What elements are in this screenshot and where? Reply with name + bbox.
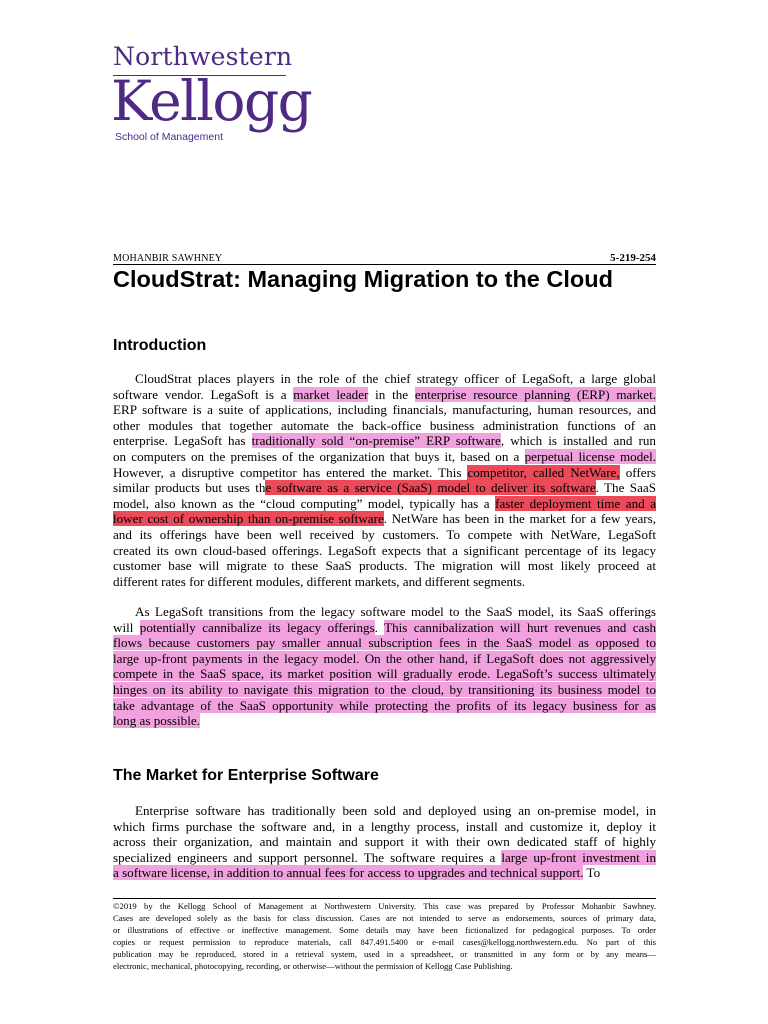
case-author: MOHANBIR SAWHNEY <box>113 253 223 264</box>
text-segment: . NetWare has been in the market for a few years, <box>383 511 656 527</box>
footnote-line: copies or request permission to reproduce materials, call 847.491.5400 or e-mail cases@kellogg.northwestern.edu. No part of this <box>113 937 656 947</box>
text-line <box>113 496 656 512</box>
text-line <box>113 604 656 620</box>
northwestern-wordmark: Northwestern <box>113 42 293 71</box>
text-line <box>113 620 656 636</box>
footnote-rule <box>113 898 656 899</box>
school-of-management-tagline: School of Management <box>115 131 223 143</box>
text-segment: Enterprise software has traditionally been sold and deployed using an on-premise model, in <box>135 803 656 818</box>
text-segment: . <box>374 619 385 635</box>
text-line <box>113 651 656 667</box>
highlight-pink: This cannibalization will hurt revenues and cash <box>384 619 656 635</box>
text-line <box>113 865 656 881</box>
text-segment: customer base will migrate to these SaaS products. The migration will most likely proceed at <box>113 558 656 574</box>
text-segment: and its offerings have been well received by customers. To compete with NetWare, LegaSoft <box>113 526 656 542</box>
text-segment: similar products but uses th <box>113 480 266 496</box>
header-rule <box>113 264 656 265</box>
intro-paragraph-2 <box>113 604 656 729</box>
highlight-red: faster deployment time and a <box>495 495 656 511</box>
text-line <box>113 635 656 651</box>
text-segment: . The SaaS <box>595 480 656 496</box>
text-segment: in the <box>368 386 415 402</box>
text-segment: created its own cloud-based offerings. LegaSoft expects that a significant percentage of its legacy <box>113 542 656 558</box>
highlight-pink: enterprise resource planning (ERP) market. <box>414 386 656 402</box>
text-segment: offers <box>619 464 656 480</box>
text-line <box>113 480 656 496</box>
footnote-line: electronic, mechanical, photocopying, recording, or otherwise—without the permission of Kellogg Case Publishing. <box>113 961 513 971</box>
highlight-pink: traditionally sold “on-premise” ERP software <box>251 433 501 449</box>
text-line <box>113 834 656 850</box>
highlight-pink: large up-front investment in <box>501 849 656 865</box>
highlight-pink: potentially cannibalize its legacy offerings <box>139 619 375 635</box>
text-line <box>113 850 656 866</box>
text-line <box>113 698 656 714</box>
text-segment: other modules that together automate the back-office business administration functions of an <box>113 417 656 433</box>
text-segment: enterprise. LegaSoft has <box>113 433 252 449</box>
text-segment: will <box>113 619 140 635</box>
highlight-pink: hinges on its ability to navigate this migration to the cloud, by transitioning its business model to <box>113 681 656 697</box>
text-segment: different rates for different modules, different markets, and different segments. <box>113 573 526 589</box>
text-line <box>113 819 656 835</box>
case-title: CloudStrat: Managing Migration to the Cloud <box>113 266 613 292</box>
highlight-pink: compete in the SaaS space, its market position will gradually erode. LegaSoft’s success ultimately <box>113 666 656 682</box>
highlight-red: competitor, called NetWare, <box>467 464 620 480</box>
text-segment: , which is installed and run <box>500 433 656 449</box>
highlight-pink: market leader <box>293 386 369 402</box>
text-line <box>113 713 656 729</box>
highlight-pink: a software license, in addition to annual fees for access to upgrades and technical support. <box>113 865 584 881</box>
section-heading-introduction: Introduction <box>113 337 207 354</box>
footnote-line: Cases are developed solely as the basis for class discussion. Cases are not intended to serve as endorsements, sources of primary data, <box>113 913 656 923</box>
highlight-pink: take advantage of the SaaS opportunity while protecting the profits of its legacy business for as <box>113 697 656 713</box>
text-segment: across their organization, and maintain and support it with their own dedicated staff of highly <box>113 834 656 850</box>
highlight-pink: large up-front payments in the legacy model. <box>113 650 365 666</box>
market-paragraph-1 <box>113 803 656 881</box>
highlight-pink: flows because customers pay smaller annual subscription fees in the SaaS model as opposed to <box>113 635 656 651</box>
text-line <box>113 803 656 819</box>
text-line <box>113 387 656 403</box>
text-segment: software vendor. LegaSoft is a <box>113 386 294 402</box>
text-line <box>113 465 656 481</box>
section-heading-market: The Market for Enterprise Software <box>113 767 379 784</box>
case-number: 5-219-254 <box>610 252 656 264</box>
text-segment: CloudStrat places players in the role of the chief strategy officer of LegaSoft, a large global <box>135 371 656 386</box>
highlight-red: e software as a service (SaaS) model to deliver its software <box>265 480 596 496</box>
text-line <box>113 666 656 682</box>
text-line <box>113 433 656 449</box>
highlight-pink: perpetual license model. <box>524 448 656 464</box>
text-line <box>113 682 656 698</box>
text-segment: ERP software is a suite of applications, including financials, manufacturing, human resources, and <box>113 402 656 418</box>
copyright-footnote <box>113 900 656 972</box>
kellogg-wordmark: Kellogg <box>111 69 312 133</box>
text-line <box>113 558 656 574</box>
footnote-line: ©2019 by the Kellogg School of Management at Northwestern University. This case was prepared by Professor Mohanbir Sawhney. <box>113 901 656 911</box>
footnote-line: publication may be reproduced, stored in a retrieval system, used in a spreadsheet, or transmitted in any form or by any means— <box>113 949 656 959</box>
text-segment: on computers on the premises of the organization that buys it, based on a <box>113 448 525 464</box>
highlight-pink: long as possible. <box>113 713 200 729</box>
text-line <box>113 574 656 590</box>
highlight-red: lower cost of ownership than on-premise software <box>113 511 384 527</box>
text-line <box>113 449 656 465</box>
text-segment: which firms purchase the software and, in a lengthy process, install and customize it, deploy it <box>113 818 656 834</box>
text-line <box>113 543 656 559</box>
text-segment: To <box>583 865 601 881</box>
highlight-pink: On the other hand, if LegaSoft does not aggressively <box>364 650 656 666</box>
text-segment: However, a disruptive competitor has entered the market. This <box>113 464 468 480</box>
text-line <box>113 402 656 418</box>
text-line <box>113 371 656 387</box>
footnote-line: or illustrations of effective or ineffective management. Some details may have been fictionalized for pedagogical purposes. To order <box>113 925 656 935</box>
text-segment: specialized engineers and support personnel. The software requires a <box>113 849 502 865</box>
text-segment: model, also known as the “cloud computing” model, typically has a <box>113 495 496 511</box>
text-line <box>113 418 656 434</box>
text-line <box>113 511 656 527</box>
intro-paragraph-1 <box>113 371 656 589</box>
text-segment: As LegaSoft transitions from the legacy software model to the SaaS model, its SaaS offerings <box>135 604 656 619</box>
text-line <box>113 527 656 543</box>
